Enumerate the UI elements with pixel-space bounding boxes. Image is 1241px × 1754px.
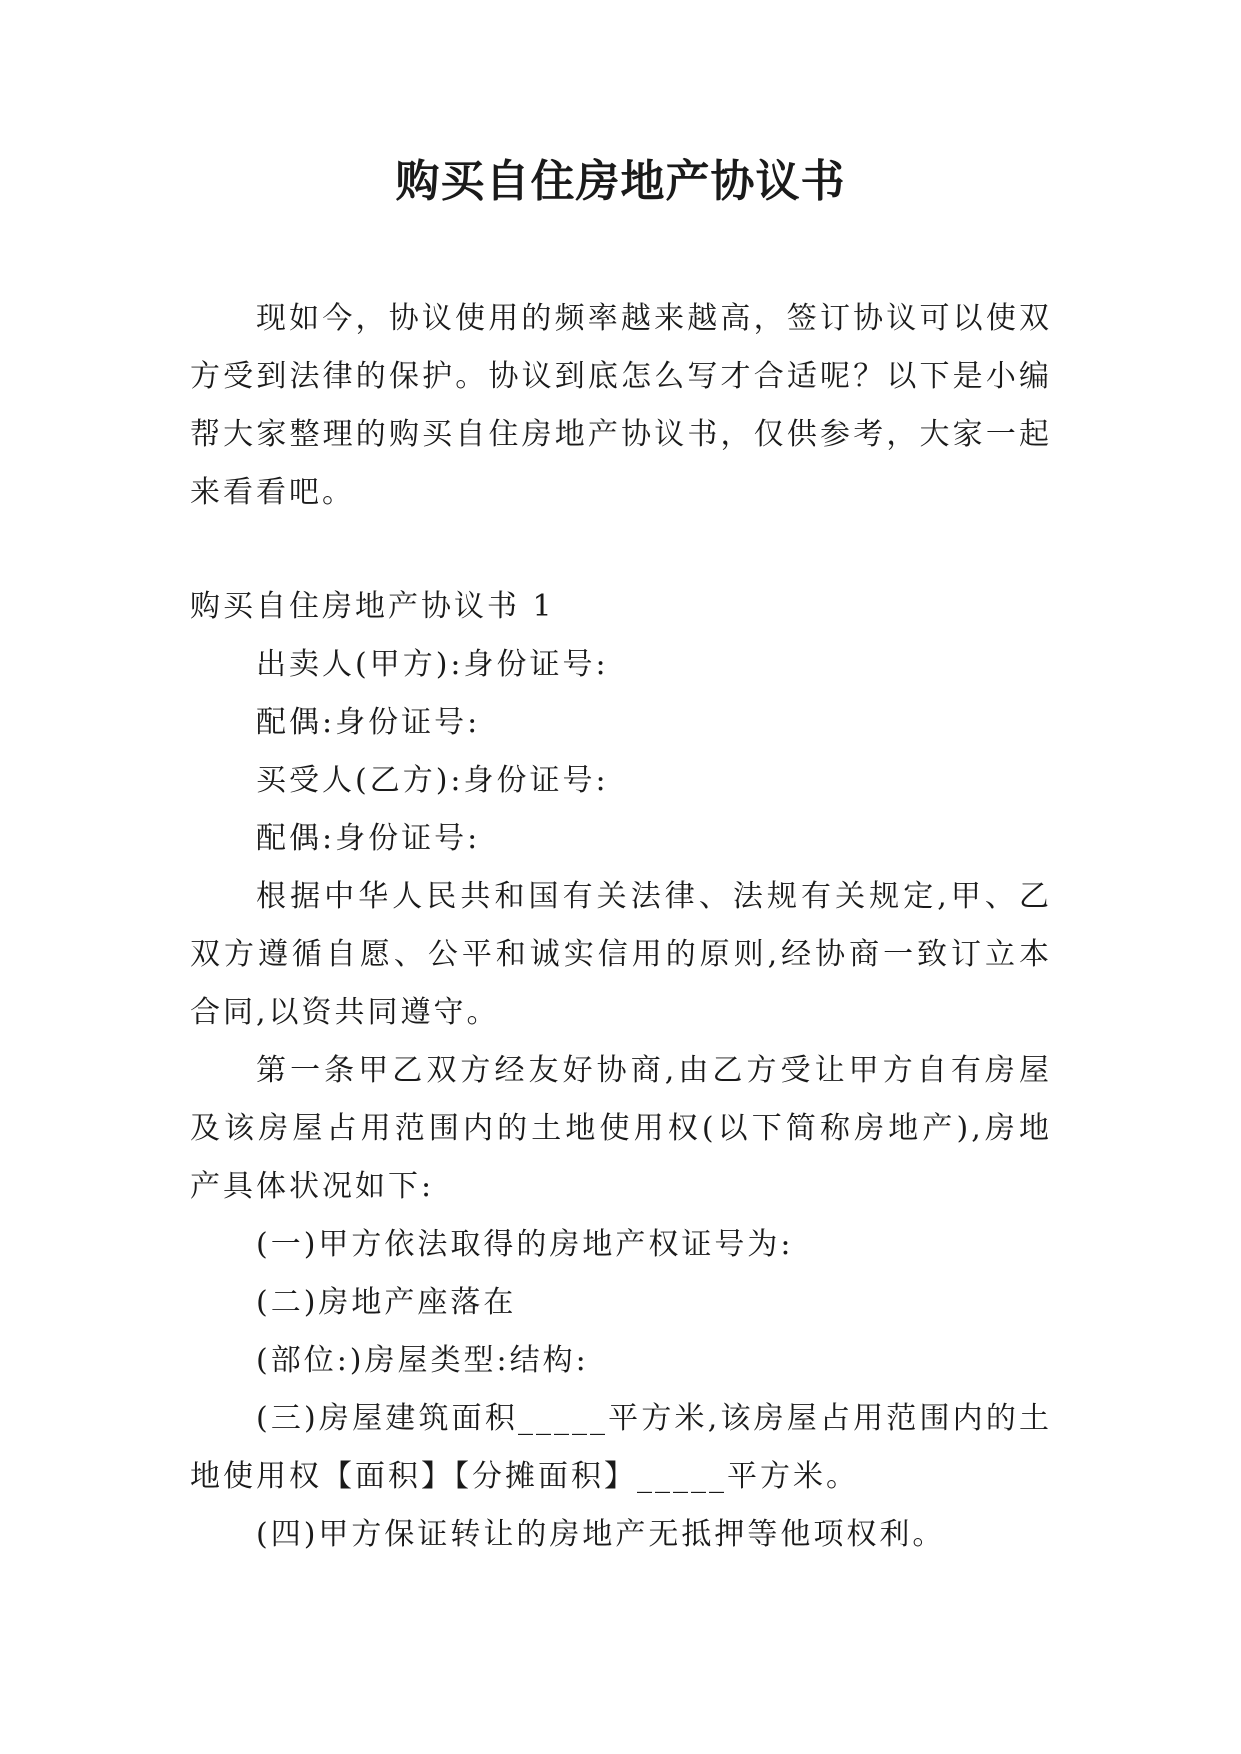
contract-section: [190, 578, 1052, 1564]
intro-paragraph: 现如今，协议使用的频率越来越高，签订协议可以使双方受到法律的保护。协议到底怎么写才合适呢？以下是小编帮大家整理的购买自住房地产协议书，仅供参考，大家一起来看看吧。: [190, 301, 1052, 510]
legal-basis-paragraph: 根据中华人民共和国有关法律、法规有关规定,甲、乙双方遵循自愿、公平和诚实信用的原则,经协商一致订立本合同,以资共同遵守。: [190, 879, 1052, 1030]
article-one-paragraph: 第一条甲乙双方经友好协商,由乙方受让甲方自有房屋及该房屋占用范围内的土地使用权(以下简称房地产),房地产具体状况如下:: [190, 1053, 1052, 1204]
clause-three: (三)房屋建筑面积_____平方米,该房屋占用范围内的土地使用权【面积】【分摊面积】_____平方米。: [190, 1401, 1052, 1494]
clause-two-detail: (部位:)房屋类型:结构:: [256, 1343, 589, 1378]
buyer-line: 买受人(乙方):身份证号:: [256, 763, 609, 798]
clause-two: (二)房地产座落在: [256, 1285, 517, 1320]
seller-line: 出卖人(甲方):身份证号:: [256, 647, 609, 682]
intro-section: [190, 290, 1052, 522]
buyer-spouse-line: 配偶:身份证号:: [256, 821, 481, 856]
clause-one: (一)甲方依法取得的房地产权证号为:: [256, 1227, 794, 1262]
clause-four: (四)甲方保证转让的房地产无抵押等他项权利。: [256, 1517, 946, 1552]
seller-spouse-line: 配偶:身份证号:: [256, 705, 481, 740]
section-heading: 购买自住房地产协议书 1: [190, 589, 555, 624]
document-title: 购买自住房地产协议书: [395, 156, 846, 207]
